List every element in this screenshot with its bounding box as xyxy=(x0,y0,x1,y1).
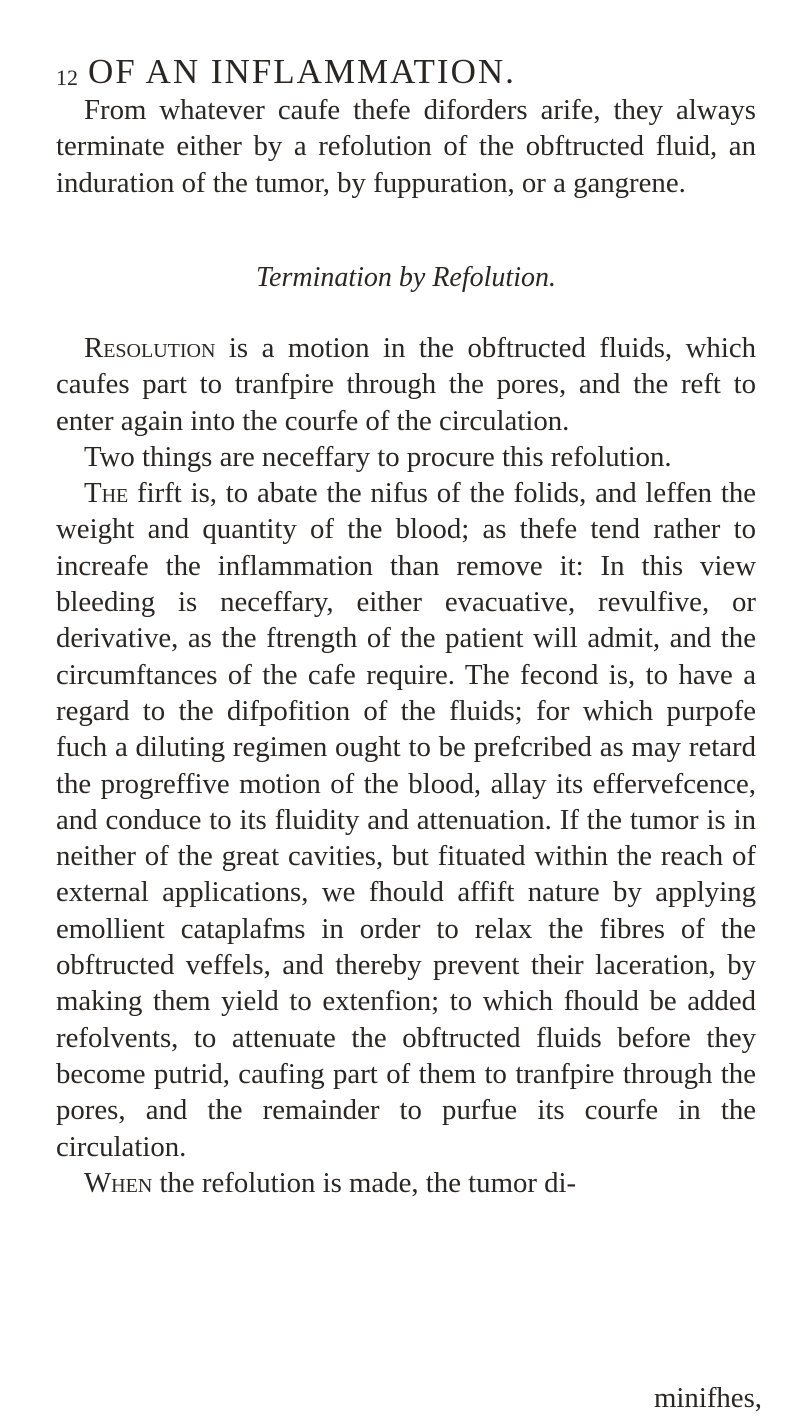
resolution-lead-word: Resolution xyxy=(84,332,216,364)
two-things-paragraph: Two things are neceffary to procure this refolution. xyxy=(84,440,672,473)
resolution-text: is a motion in the obftructed fluids, which caufes part to tranfpire through the pores, and the reft to enter again into the courfe of the circulation. xyxy=(56,332,756,437)
when-paragraph xyxy=(56,1165,756,1201)
body-text xyxy=(56,330,756,1201)
first-remedy-paragraph xyxy=(56,475,756,1165)
first-remedy-text: firft is, to abate the nifus of the folids, and leffen the weight and quantity of the blood; as thefe tend rather to increafe the inflammation than remove it: In this view bleeding is neceffary, either evacuative, revulfive, or derivative, as the ftrength of the patient will admit, and the circumftances of the cafe require. The fecond is, to have a regard to the difpofition of the fluids; for which purpofe fuch a diluting regimen ought to be prefcribed as may retard the progreffive motion of the blood, allay its effervefcence, and conduce to its fluidity and attenuation. If the tumor is in neither of the great cavities, but fituated within the reach of external applications, we fhould affift nature by applying emollient cataplafms in order to relax the fibres of the obftructed veffels, and thereby prevent their laceration, by making them yield to extenfion; to which fhould be added refolvents, to attenuate the obftructed fluids before they become putrid, caufing part of them to tranfpire through the pores, and the remainder to purfue its courfe in the circulation. xyxy=(56,477,756,1163)
running-header xyxy=(56,54,516,89)
resolution-paragraph xyxy=(56,330,756,439)
when-text: the refolution is made, the tumor di- xyxy=(152,1166,577,1199)
running-title: OF AN INFLAMMATION. xyxy=(88,52,516,91)
when-lead-word: When xyxy=(84,1166,153,1199)
page-number: 12 xyxy=(56,65,78,90)
first-lead-word: The xyxy=(84,477,129,510)
catchword: minifhes, xyxy=(654,1382,762,1414)
intro-paragraph: From whatever caufe thefe diforders arife, they always terminate either by a refolution of the obftructed fluid, an induration of the tumor, by fuppuration, or a gangrene. xyxy=(56,94,756,199)
section-heading: Termination by Refolution. xyxy=(256,262,556,293)
